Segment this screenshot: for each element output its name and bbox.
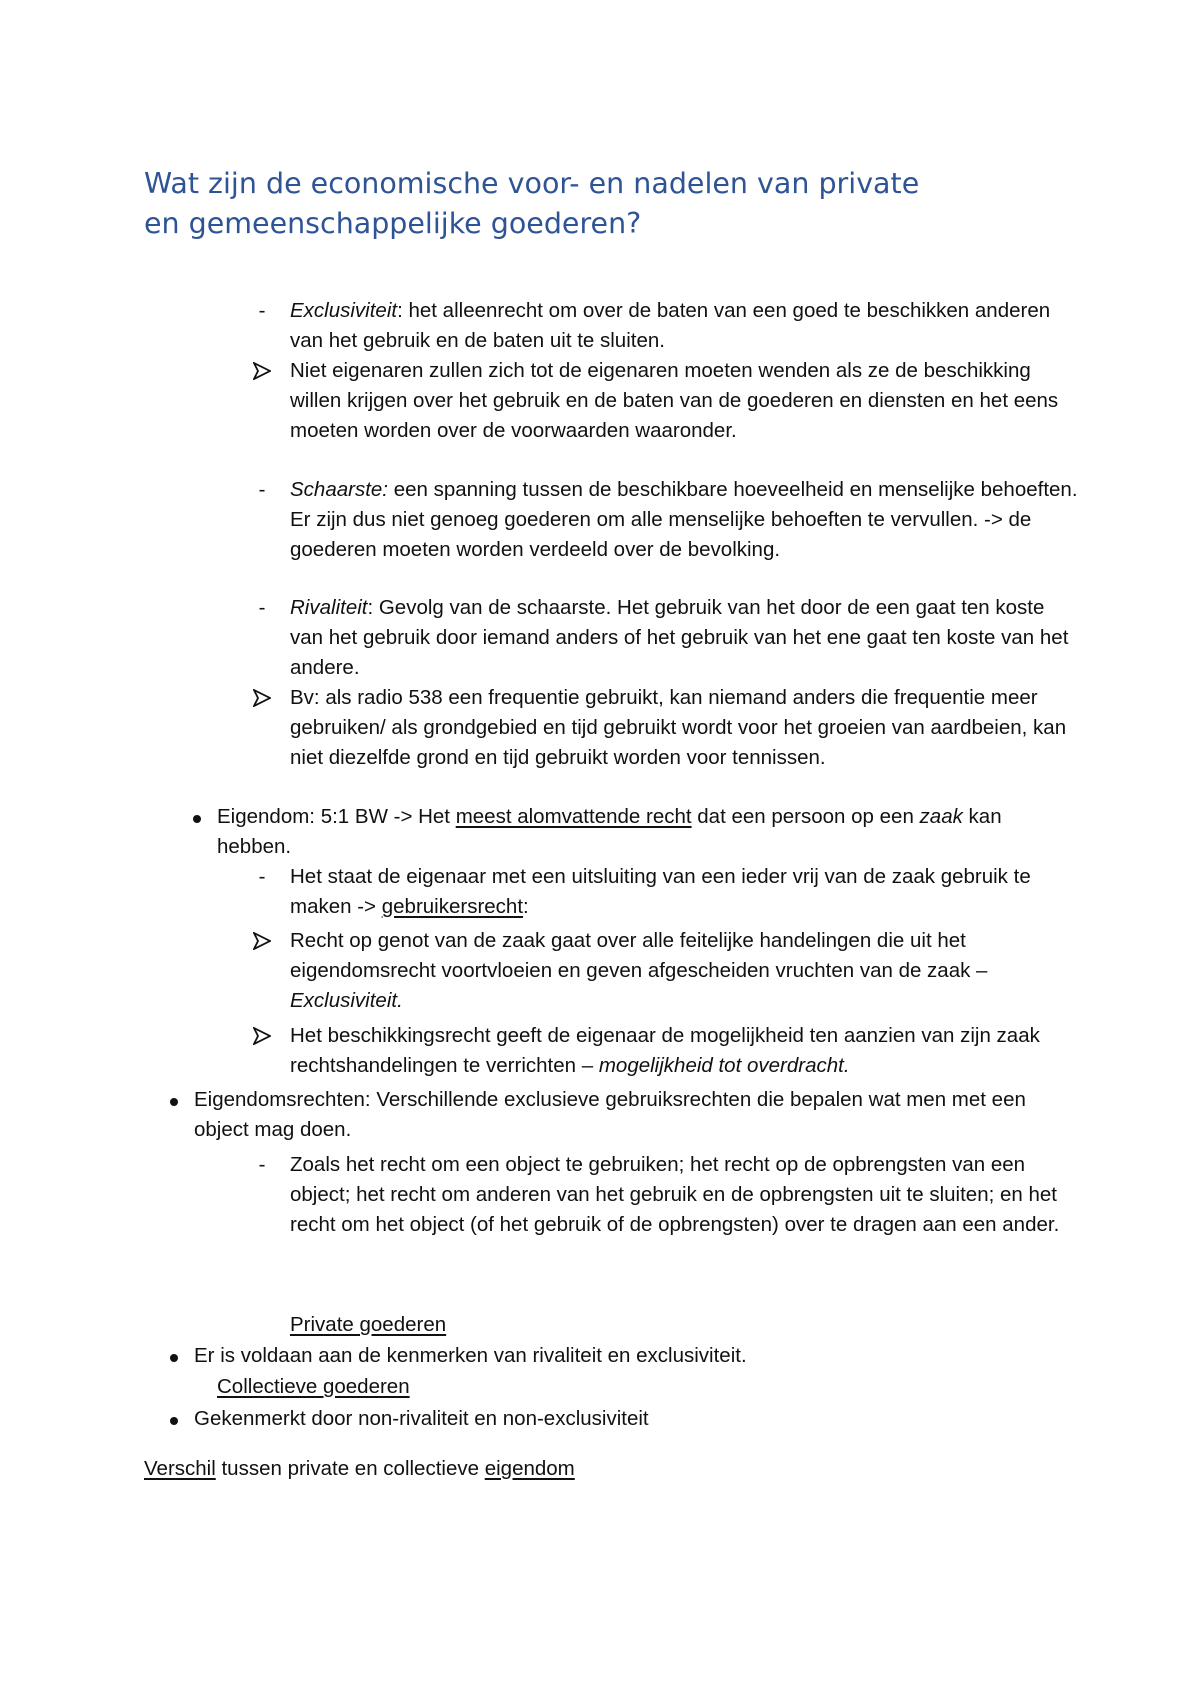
bullet-icon xyxy=(170,1354,178,1362)
underlined-term: meest alomvattende recht xyxy=(455,805,692,828)
list-item-eigenaar-gebruik xyxy=(258,862,1080,922)
dash-marker: - xyxy=(258,1153,266,1176)
dash-marker: - xyxy=(258,478,266,501)
italic-term: zaak xyxy=(919,805,963,828)
list-item-exclusiviteit xyxy=(258,296,1080,356)
arrow-bullet-icon xyxy=(253,926,273,950)
arrow-bullet-icon xyxy=(253,356,273,380)
arrow-bullet-icon xyxy=(253,683,273,707)
term-rivaliteit: Rivaliteit xyxy=(290,596,368,619)
bullet-icon xyxy=(193,815,201,823)
dash-marker: - xyxy=(258,865,266,888)
list-item-text: : xyxy=(523,895,529,918)
closing-line xyxy=(144,1454,1044,1484)
bullet-icon xyxy=(170,1417,178,1425)
list-item-text: Er is voldaan aan de kenmerken van rivaliteit en exclusiviteit. xyxy=(194,1344,747,1367)
list-item-beschikkingsrecht xyxy=(290,1021,1080,1081)
dash-marker: - xyxy=(258,299,266,322)
list-item-text: Bv: als radio 538 een frequentie gebruikt, kan niemand anders die frequentie meer gebruiken/ als grondgebied en tijd gebruikt wordt voor het groeien van aardbeien, kan niet diezelfde grond en tijd gebruikt worden voor tennissen. xyxy=(290,686,1067,769)
italic-term: mogelijkheid tot overdracht. xyxy=(598,1054,850,1077)
list-item-zoals xyxy=(258,1150,1080,1240)
term-schaarste: Schaarste: xyxy=(290,478,388,501)
italic-term: Exclusiviteit. xyxy=(290,989,403,1012)
underlined-term: eigendom xyxy=(484,1457,575,1480)
list-item-text: : Gevolg van de schaarste. Het gebruik van het door de een gaat ten koste van het gebruik door iemand anders of het gebruik van het ene gaat ten koste van het andere. xyxy=(290,596,1069,679)
title-line-2: en gemeenschappelijke goederen? xyxy=(144,207,642,240)
list-item-text: Eigendom: 5:1 BW -> Het xyxy=(217,805,456,828)
title-line-1: Wat zijn de economische voor- en nadelen van private xyxy=(144,167,920,200)
bullet-icon xyxy=(170,1098,178,1106)
underlined-term: Verschil xyxy=(144,1457,216,1480)
list-item-eigendom xyxy=(217,802,1080,862)
list-item-schaarste xyxy=(258,475,1080,565)
section-heading-private xyxy=(290,1310,890,1340)
arrow-bullet-icon xyxy=(253,1021,273,1045)
section-heading: Collectieve goederen xyxy=(217,1375,410,1398)
list-item-text: Zoals het recht om een object te gebruiken; het recht op de opbrengsten van een object; het recht om anderen van het gebruik en de opbrengsten uit te sluiten; en het recht om het object (of het gebruik of de opbrengsten) over te dragen aan een ander. xyxy=(290,1153,1060,1236)
list-item-private xyxy=(194,1341,1080,1371)
list-item-text: Recht op genot van de zaak gaat over alle feitelijke handelingen die uit het eigendomsrecht voortvloeien en geven afgescheiden vruchten van de zaak – xyxy=(290,929,988,982)
list-item-recht-op-genot xyxy=(290,926,1080,1016)
list-item-text: kan hebben. xyxy=(217,805,1002,858)
list-item-text: : het alleenrecht om over de baten van een goed te beschikken anderen van het gebruik en de baten uit te sluiten. xyxy=(290,299,1051,352)
section-heading: Private goederen xyxy=(290,1313,447,1336)
list-item-rivaliteit xyxy=(258,593,1080,683)
list-item-text: dat een persoon op een xyxy=(691,805,920,828)
dash-marker: - xyxy=(258,596,266,619)
list-item-text: een spanning tussen de beschikbare hoeveelheid en menselijke behoeften. Er zijn dus niet genoeg goederen om alle menselijke behoeften te vervullen. -> de goederen moeten worden verdeeld over de bevolking. xyxy=(290,478,1078,561)
list-item-text: Het staat de eigenaar met een uitsluiting van een ieder vrij van de zaak gebruik te maken -> xyxy=(290,865,1031,918)
list-item-niet-eigenaren xyxy=(290,356,1080,446)
section-heading-collectieve xyxy=(217,1372,817,1402)
list-item-collectieve xyxy=(194,1404,1080,1434)
list-item-text: tussen private en collectieve xyxy=(215,1457,485,1480)
list-item-text: Eigendomsrechten: Verschillende exclusieve gebruiksrechten die bepalen wat men met een object mag doen. xyxy=(194,1088,1026,1141)
underlined-term: gebruikersrecht xyxy=(381,895,524,918)
list-item-text: Het beschikkingsrecht geeft de eigenaar de mogelijkheid ten aanzien van zijn zaak rechtshandelingen te verrichten – xyxy=(290,1024,1040,1077)
page-title xyxy=(144,164,1104,244)
list-item-bv xyxy=(290,683,1080,773)
list-item-eigendomsrechten xyxy=(194,1085,1080,1145)
list-item-text: Gekenmerkt door non-rivaliteit en non-exclusiviteit xyxy=(194,1407,649,1430)
term-exclusiviteit: Exclusiviteit xyxy=(290,299,398,322)
list-item-text: Niet eigenaren zullen zich tot de eigenaren moeten wenden als ze de beschikking willen krijgen over het gebruik en de baten van de goederen en diensten en het eens moeten worden over de voorwaarden waaronder. xyxy=(290,359,1059,442)
